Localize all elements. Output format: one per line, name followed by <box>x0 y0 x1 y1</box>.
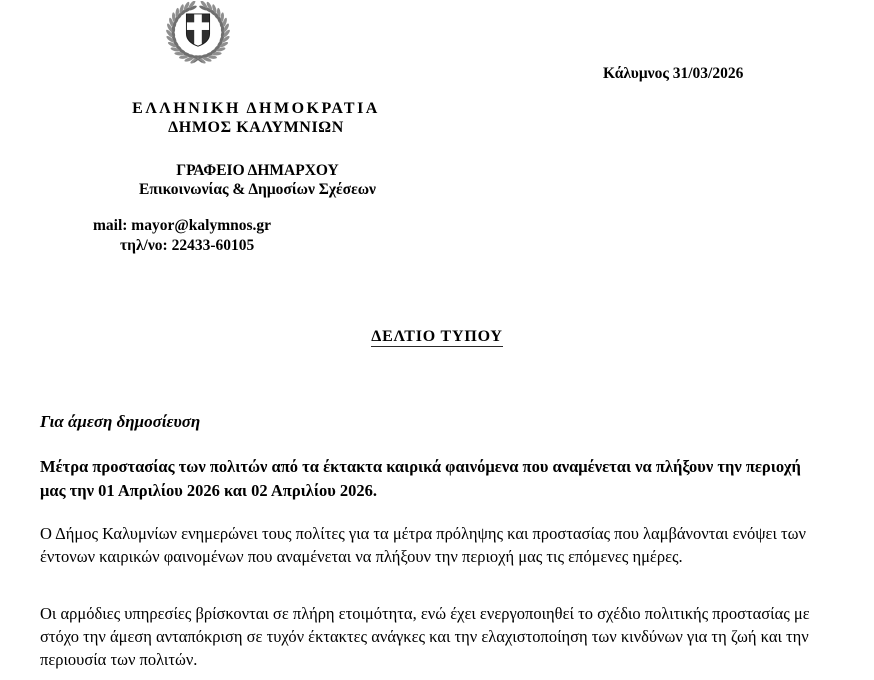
org-header <box>0 99 512 137</box>
org-line-municipality: ΔΗΜΟΣ ΚΑΛΥΜΝΙΩΝ <box>168 119 344 136</box>
shield-with-cross <box>185 13 211 48</box>
office-line-communications: Επικοινωνίας & Δημοσίων Σχέσεων <box>139 181 376 198</box>
body-paragraph: Οι αρμόδιες υπηρεσίες βρίσκονται σε πλήρη ετοιμότητα, ενώ έχει ενεργοποιηθεί το σχέδιο πολιτικής προστασίας με στόχο την άμεση ανταπόκριση σε τυχόν έκτακτες ανάγκες και την ελαχιστοποίηση των κινδύνων για τη ζωή και την περιουσία των πολιτών. <box>40 604 810 669</box>
body-paragraph: Ο Δήμος Καλυμνίων ενημερώνει τους πολίτες για τα μέτρα πρόληψης και προστασίας που λαμβάνονται ενόψει των έντονων καιρικών φαινομένων που αναμένεται να πλήξουν την περιοχή μας τις επόμενες ημέρες. <box>40 524 806 566</box>
contact-block <box>93 216 271 255</box>
greek-coat-of-arms-icon <box>162 1 234 69</box>
press-release-title-text: ΔΕΛΤΙΟ ΤΥΠΟΥ <box>371 328 503 345</box>
contact-mail: mail: mayor@kalymnos.gr <box>93 217 272 234</box>
contact-phone: τηλ/νο: 22433-60105 <box>120 236 255 254</box>
press-release-title <box>0 328 874 346</box>
subject-heading: Μέτρα προστασίας των πολιτών από τα έκτακτα καιρικά φαινόμενα που αναμένεται να πλήξουν την περιοχή μας την 01 Απριλίου 2026 και 02 Απριλίου 2026. <box>40 457 801 500</box>
dateline: Κάλυμνος 31/03/2026 <box>603 65 744 82</box>
office-line-mayor: ΓΡΑΦΕΙΟ ΔΗΜΑΡΧΟΥ <box>176 162 339 179</box>
office-header <box>0 161 515 199</box>
release-note: Για άμεση δημοσίευση <box>40 412 201 431</box>
org-line-republic: ΕΛΛΗΝΙΚΗ ΔΗΜΟΚΡΑΤΙΑ <box>132 100 380 117</box>
